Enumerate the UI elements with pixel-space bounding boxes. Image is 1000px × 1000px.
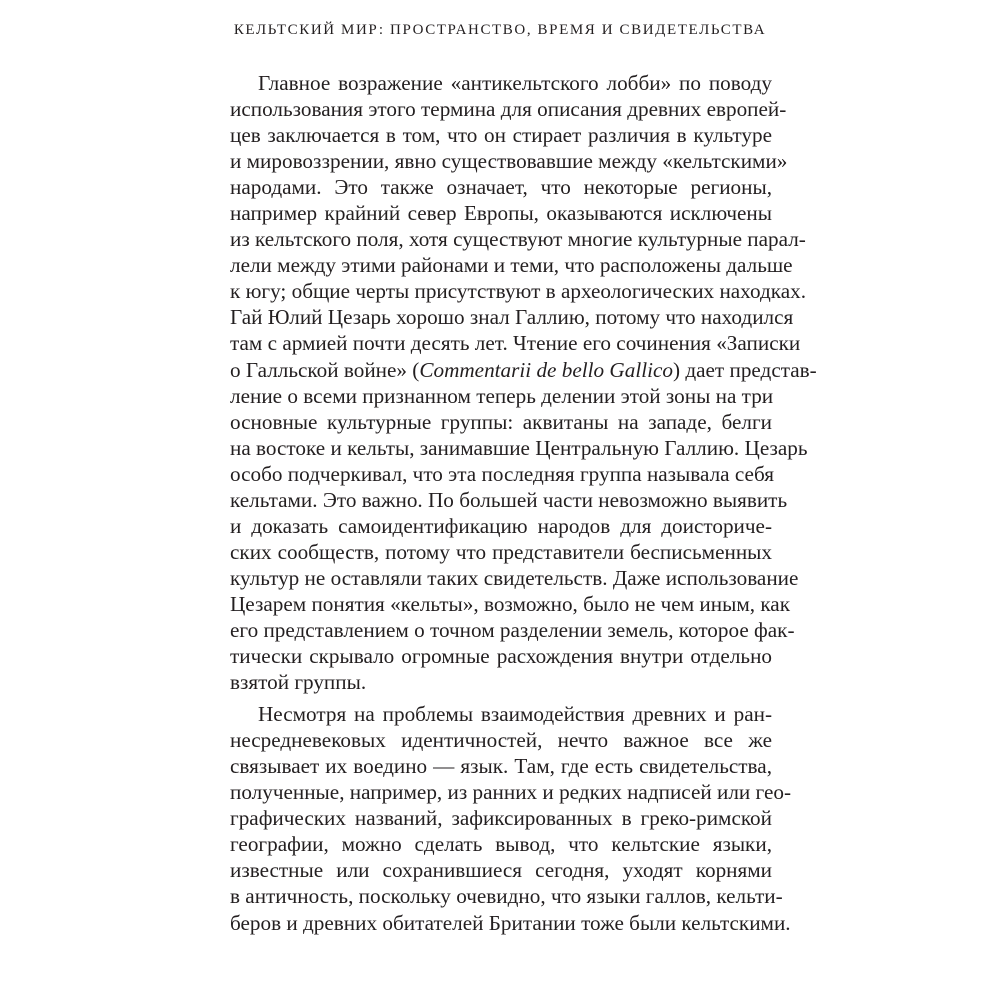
text-line: кельтами. Это важно. По большей части невозможно выявить	[230, 487, 788, 512]
text-line: беров и древних обитателей Британии тоже были кельтскими.	[230, 910, 791, 935]
paragraph-1	[230, 70, 817, 695]
text-line: Несмотря на проблемы взаимодействия древних и ран-	[258, 702, 772, 727]
text-line: тически скрывало огромные расхождения внутри отдельно	[230, 644, 772, 669]
text-line: в античность, поскольку очевидно, что языки галлов, кельти-	[230, 884, 783, 909]
text-line: основные культурные группы: аквитаны на западе, белги	[230, 409, 772, 434]
text-line: культур не оставляли таких свидетельств. Даже использование	[230, 565, 799, 590]
text-line: Главное возражение «антикельтского лобби» по поводу	[258, 71, 772, 95]
text-line: народами. Это также означает, что некоторые регионы,	[230, 175, 772, 200]
text-line: например крайний север Европы, оказываются исключены	[230, 201, 772, 226]
text-line-with-italic	[230, 357, 817, 383]
text-segment: ) дает представ-	[672, 357, 817, 382]
paragraph-2	[230, 701, 792, 935]
text-line: цев заключается в том, что он стирает различия в культуре	[230, 123, 772, 148]
text-line: Гай Юлий Цезарь хорошо знал Галлию, потому что находился	[230, 305, 794, 330]
text-line: и доказать самоидентификацию народов для доисториче-	[230, 513, 772, 538]
text-segment: о Галльской войне» (	[230, 357, 420, 382]
text-line: полученные, например, из ранних и редких надписей или гео-	[230, 780, 792, 805]
text-line: ских сообществ, потому что представители бесписьменных	[230, 539, 772, 564]
text-line: взятой группы.	[230, 670, 367, 695]
running-head: КЕЛЬТСКИЙ МИР: ПРОСТРАНСТВО, ВРЕМЯ И СВИДЕТЕЛЬСТВА	[233, 22, 767, 38]
text-line: особо подчеркивал, что эта последняя группа называла себя	[230, 461, 774, 486]
latin-title: Commentarii de bello Gallico	[419, 357, 673, 382]
text-line: Цезарем понятия «кельты», возможно, было не чем иным, как	[230, 591, 790, 616]
text-line: связывает их воедино — язык. Там, где есть свидетельства,	[230, 754, 772, 779]
text-line: географии, можно сделать вывод, что кельтские языки,	[230, 832, 772, 857]
text-line: к югу; общие черты присутствуют в археологических находках.	[230, 279, 807, 304]
text-line: и мировоззрении, явно существовавшие между «кельтскими»	[230, 149, 788, 174]
text-line: ление о всеми признанном теперь делении этой зоны на три	[230, 383, 774, 408]
text-line: несредневековых идентичностей, нечто важное все же	[230, 728, 772, 753]
text-line: известные или сохранившиеся сегодня, уходят корнями	[230, 858, 772, 883]
text-line: его представлением о точном разделении земель, которое фак-	[230, 617, 795, 642]
text-line: использования этого термина для описания древних европей-	[230, 97, 787, 122]
text-line: там с армией почти десять лет. Чтение его сочинения «Записки	[230, 331, 801, 356]
text-line: на востоке и кельты, занимавшие Центральную Галлию. Цезарь	[230, 435, 808, 460]
text-line: лели между этими районами и теми, что расположены дальше	[230, 253, 793, 278]
text-line: графических названий, зафиксированных в греко-римской	[230, 806, 772, 831]
text-line: из кельтского поля, хотя существуют многие культурные парал-	[230, 227, 806, 252]
body-text	[230, 70, 817, 936]
